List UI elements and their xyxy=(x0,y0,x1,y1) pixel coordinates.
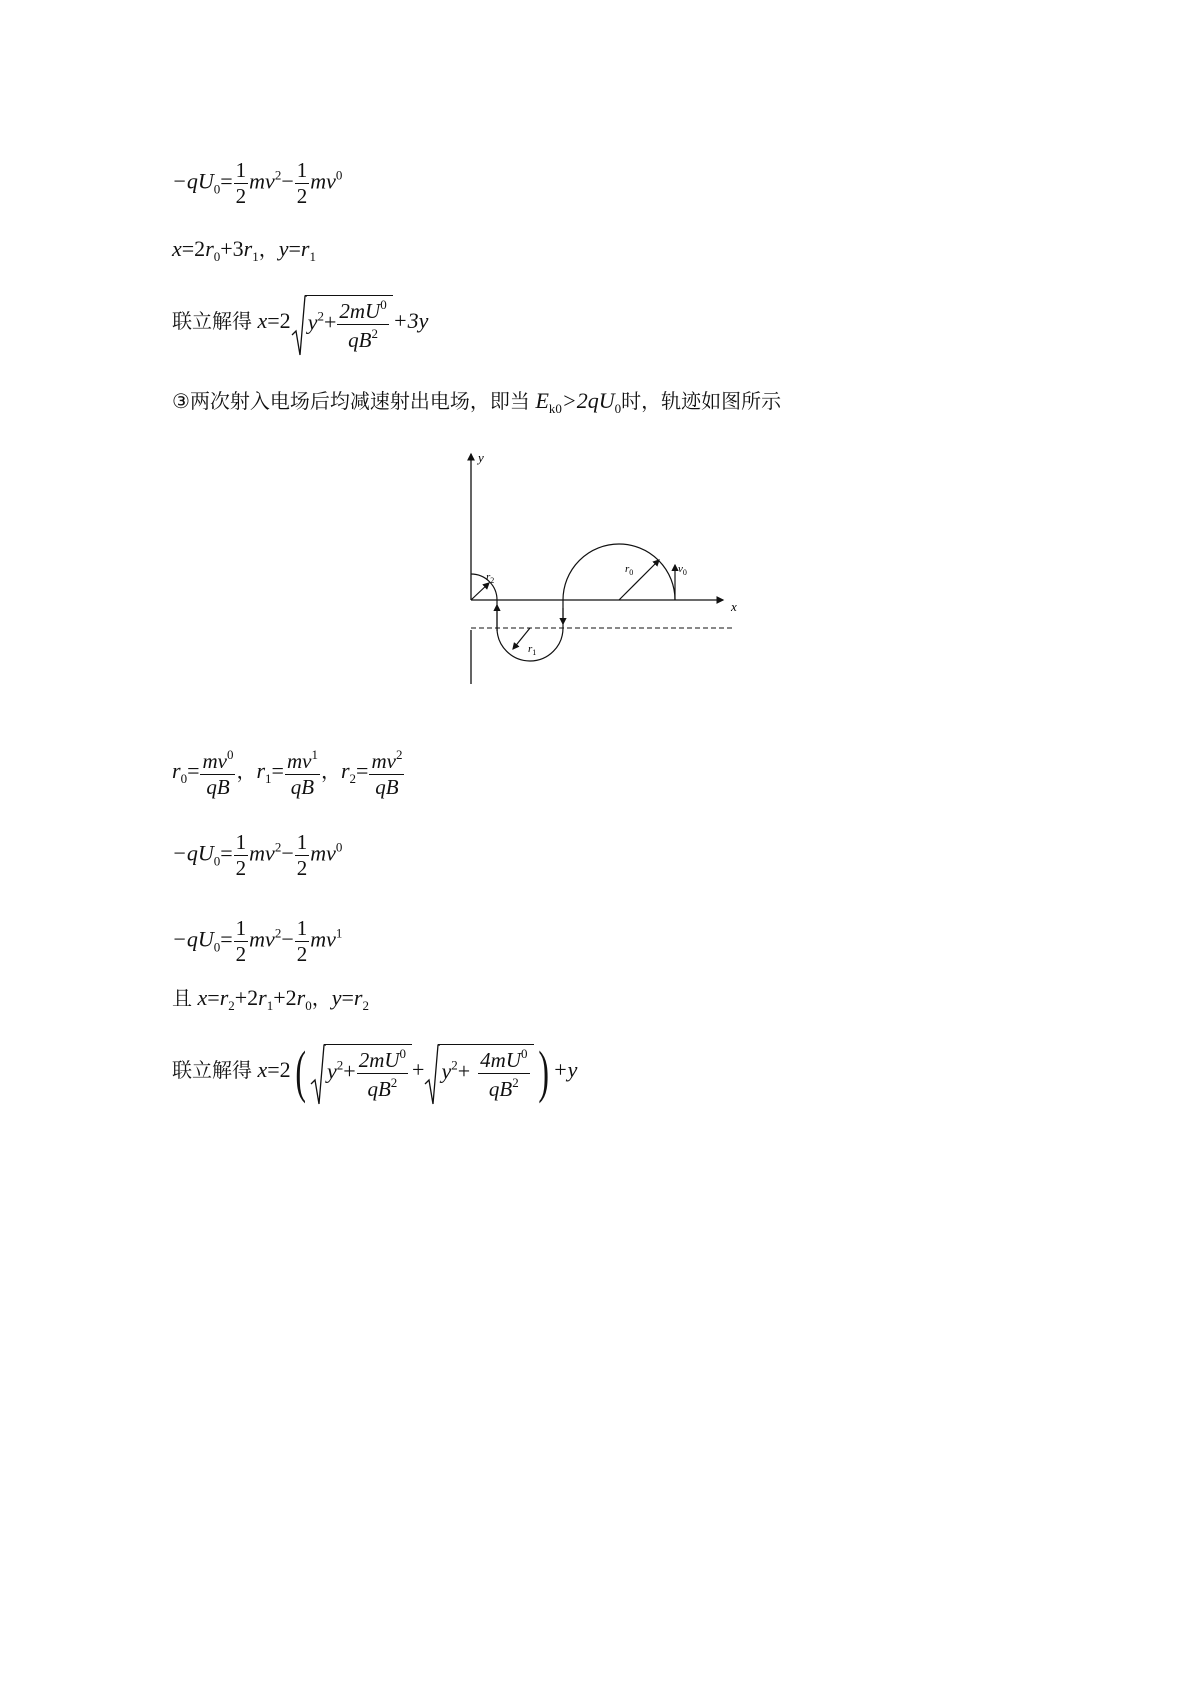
subscript: 0 xyxy=(305,998,312,1013)
left-paren: ( xyxy=(295,1039,306,1104)
superscript: 2 xyxy=(371,326,378,341)
fraction xyxy=(234,918,249,965)
subscript: 1 xyxy=(309,249,316,264)
fraction xyxy=(295,918,310,965)
equation-term: mv xyxy=(310,840,336,866)
equals-sign: = xyxy=(187,758,200,784)
trajectory-svg xyxy=(455,448,755,688)
equals-sign: = xyxy=(356,758,369,784)
superscript: 2 xyxy=(317,308,324,324)
plus-sign: + xyxy=(457,1058,471,1084)
variable: r xyxy=(353,985,363,1010)
subscript: 2 xyxy=(362,998,369,1013)
equation-solution-2 xyxy=(172,1039,578,1104)
fraction-numerator: 1 xyxy=(235,158,247,182)
superscript: 1 xyxy=(311,747,318,762)
square-root xyxy=(310,1044,412,1100)
variable: y xyxy=(441,1058,452,1084)
superscript: 2 xyxy=(274,925,282,941)
subscript: 0 xyxy=(213,181,221,197)
equation-term: +3y xyxy=(392,308,429,334)
trajectory-diagram xyxy=(455,448,755,688)
text-prefix: 且 xyxy=(172,986,192,1010)
equation-term: =2 xyxy=(267,308,291,334)
fraction-numerator: mv xyxy=(371,749,396,773)
fraction-numerator: 2mU xyxy=(358,1048,400,1072)
variable: r xyxy=(205,236,214,261)
equation-term: mv xyxy=(249,926,275,952)
subscript: 1 xyxy=(252,249,259,264)
arc-r0 xyxy=(563,544,675,600)
separator: ， xyxy=(311,986,332,1010)
fraction-denominator: 2 xyxy=(235,942,247,966)
radical-sign-icon xyxy=(424,1044,440,1106)
fraction-numerator: mv xyxy=(286,749,312,773)
equals-sign: = xyxy=(207,985,220,1010)
radical-sign-icon xyxy=(310,1044,326,1106)
fraction-denominator: 2 xyxy=(235,184,247,208)
equals-sign: = xyxy=(341,985,354,1010)
equation-term: −qU xyxy=(172,168,214,194)
superscript: 2 xyxy=(395,747,403,762)
plus-sign: + xyxy=(323,309,337,335)
fraction xyxy=(337,298,388,351)
fraction xyxy=(285,748,320,798)
fraction-denominator: qB xyxy=(375,775,399,799)
subscript: 0 xyxy=(213,939,221,955)
subscript: 1 xyxy=(265,771,272,787)
x-axis-label: x xyxy=(731,599,737,614)
plus-sign: + xyxy=(412,1057,425,1083)
description-text: 两次射入电场后均减速射出电场，即当 xyxy=(189,389,530,413)
variable: r xyxy=(243,236,253,261)
superscript: 0 xyxy=(335,167,343,183)
square-root xyxy=(424,1044,533,1100)
equation-radii xyxy=(172,748,405,798)
description-text: 时，轨迹如图所示 xyxy=(621,389,782,413)
superscript: 0 xyxy=(226,747,234,762)
fraction-denominator: qB xyxy=(367,1077,391,1101)
label-v0: $v_0$ xyxy=(678,563,687,577)
variable: y xyxy=(331,985,342,1010)
fraction-denominator: qB xyxy=(206,775,230,799)
fraction xyxy=(200,748,235,798)
superscript: 0 xyxy=(399,1046,407,1061)
fraction xyxy=(478,1047,529,1100)
fraction-denominator: qB xyxy=(488,1077,513,1101)
subscript: 0 xyxy=(614,401,622,416)
equation-term: =2 xyxy=(181,236,206,261)
label-r2: $r_2$ xyxy=(486,571,495,585)
superscript: 2 xyxy=(336,1057,344,1073)
fraction-denominator: 2 xyxy=(235,856,247,880)
fraction-numerator: 1 xyxy=(235,830,247,854)
variable: x xyxy=(197,985,208,1010)
superscript: 0 xyxy=(335,839,343,855)
variable: x xyxy=(257,1057,268,1083)
fraction xyxy=(234,160,249,207)
equation-term: mv xyxy=(310,926,336,952)
fraction-denominator: qB xyxy=(348,328,372,352)
equation-term: +3 xyxy=(220,236,244,261)
equation-position-1 xyxy=(172,238,316,263)
fraction xyxy=(369,748,404,798)
circled-number: ③ xyxy=(172,389,190,413)
variable: r xyxy=(296,985,306,1010)
fraction-numerator: 1 xyxy=(296,916,308,940)
separator: ， xyxy=(236,759,257,784)
equation-term: >2qU xyxy=(561,388,615,413)
equation-energy-1 xyxy=(172,160,342,207)
radical-sign-icon xyxy=(291,295,307,357)
variable: r xyxy=(258,985,267,1010)
superscript: 1 xyxy=(335,925,343,941)
variable: r xyxy=(340,758,350,784)
equals-sign: = xyxy=(271,758,284,784)
subscript: 2 xyxy=(228,998,235,1013)
fraction-denominator: qB xyxy=(290,775,315,799)
superscript: 2 xyxy=(274,839,282,855)
separator: ， xyxy=(258,237,279,261)
superscript: 0 xyxy=(380,297,387,312)
minus-sign: − xyxy=(281,926,294,952)
equation-term: +y xyxy=(552,1057,578,1083)
fraction-numerator: 1 xyxy=(296,830,308,854)
text-prefix: 联立解得 xyxy=(172,309,252,334)
radius-r2 xyxy=(471,583,489,600)
label-r0: $r_0$ xyxy=(625,563,634,577)
fraction xyxy=(357,1047,408,1100)
subscript: 1 xyxy=(266,998,274,1013)
fraction xyxy=(295,832,310,879)
fraction xyxy=(295,160,310,207)
superscript: 2 xyxy=(390,1075,398,1090)
fraction-denominator: 2 xyxy=(296,942,308,966)
fraction-numerator: 4mU xyxy=(480,1048,521,1072)
variable: r xyxy=(256,758,266,784)
fraction-denominator: 2 xyxy=(296,856,308,880)
minus-sign: − xyxy=(281,168,294,194)
y-axis-label: y xyxy=(478,450,484,465)
fraction-numerator: 1 xyxy=(235,916,247,940)
fraction-numerator: mv xyxy=(202,749,227,773)
equation-energy-2 xyxy=(172,832,342,879)
fraction-numerator: 1 xyxy=(296,158,308,182)
equation-term: −qU xyxy=(172,926,214,952)
fraction-numerator: 2mU xyxy=(339,299,381,323)
equals-sign: = xyxy=(220,168,233,194)
variable: y xyxy=(327,1058,337,1084)
equals-sign: = xyxy=(220,926,233,952)
subscript: k0 xyxy=(548,401,562,416)
plus-sign: + xyxy=(343,1058,356,1084)
variable: r xyxy=(172,758,181,784)
fraction-denominator: 2 xyxy=(296,184,308,208)
variable: y xyxy=(307,309,318,335)
case-three-description xyxy=(172,390,781,415)
variable: r xyxy=(300,236,310,261)
variable: x xyxy=(172,236,182,261)
fraction xyxy=(234,832,249,879)
text-prefix: 联立解得 xyxy=(172,1058,252,1083)
subscript: 0 xyxy=(213,853,221,869)
equation-term: −qU xyxy=(172,840,214,866)
superscript: 0 xyxy=(521,1046,528,1061)
equals-sign: = xyxy=(288,236,301,261)
subscript: 0 xyxy=(180,771,188,787)
separator: ， xyxy=(320,759,341,784)
equation-term: mv xyxy=(249,168,275,194)
superscript: 2 xyxy=(512,1075,519,1090)
variable: E xyxy=(535,388,549,413)
right-paren: ) xyxy=(537,1039,549,1104)
equation-solution-1 xyxy=(172,295,428,351)
equation-term: +2 xyxy=(234,985,259,1010)
equation-term: +2 xyxy=(273,985,297,1010)
equation-term: mv xyxy=(310,168,336,194)
label-r1: $r_1$ xyxy=(528,643,537,657)
equation-position-2 xyxy=(172,987,369,1012)
square-root xyxy=(291,295,393,351)
equals-sign: = xyxy=(220,840,233,866)
superscript: 2 xyxy=(274,167,282,183)
subscript: 0 xyxy=(213,249,221,264)
superscript: 2 xyxy=(451,1057,458,1073)
variable: r xyxy=(219,985,229,1010)
equation-term: =2 xyxy=(267,1057,291,1083)
equation-energy-3 xyxy=(172,918,342,965)
variable: y xyxy=(278,236,289,261)
variable: x xyxy=(257,308,268,334)
subscript: 2 xyxy=(349,771,357,787)
minus-sign: − xyxy=(281,840,294,866)
equation-term: mv xyxy=(249,840,275,866)
